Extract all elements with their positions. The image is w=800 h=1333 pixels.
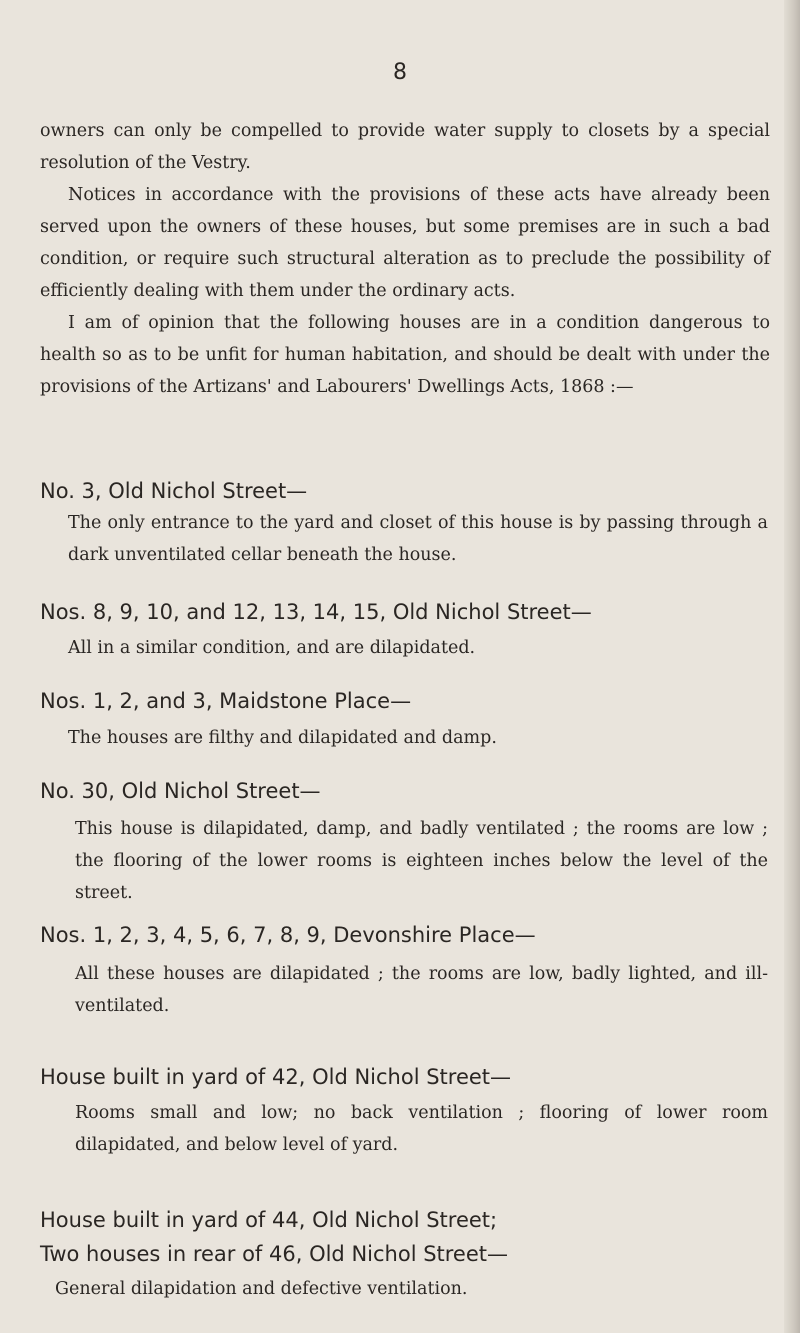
entry-body-7: General dilapidation and defective ventilation. — [55, 1279, 468, 1299]
entry-body-1: The only entrance to the yard and closet of this house is by passing through a dark unventilated cellar beneath the house. — [68, 513, 768, 565]
entry-heading-6: House built in yard of 42, Old Nichol Street— — [40, 1065, 512, 1089]
entry-body-3: The houses are filthy and dilapidated and damp. — [68, 728, 497, 748]
entry-heading-5: Nos. 1, 2, 3, 4, 5, 6, 7, 8, 9, Devonshire Place— — [40, 923, 536, 947]
intro-text — [40, 115, 770, 403]
entry-heading-7b: Two houses in rear of 46, Old Nichol Street— — [40, 1242, 509, 1266]
entry-heading-3: Nos. 1, 2, and 3, Maidstone Place— — [40, 689, 412, 713]
intro-paragraph-3: I am of opinion that the following houses are in a condition dangerous to health so as to be unfit for human habitation, and should be dealt with under the provisions of the Artizans' and Labourers' Dwellings Acts, 1868 :— — [40, 313, 770, 397]
page-number: 8 — [393, 60, 407, 85]
page-edge-shadow — [784, 0, 800, 1333]
entry-heading-1: No. 3, Old Nichol Street— — [40, 479, 308, 503]
intro-paragraph-1: owners can only be compelled to provide water supply to closets by a special resolution of the Vestry. — [40, 121, 770, 173]
entry-body-5: All these houses are dilapidated ; the rooms are low, badly lighted, and ill-ventilated. — [75, 964, 768, 1016]
entry-heading-4: No. 30, Old Nichol Street— — [40, 779, 321, 803]
intro-paragraph-2: Notices in accordance with the provisions of these acts have already been served upon the owners of these houses, but some premises are in such a bad condition, or require such structural alteration as to preclude the possibility of efficiently dealing with them under the ordinary acts. — [40, 185, 770, 301]
entry-body-6: Rooms small and low; no back ventilation ; flooring of lower room dilapidated, and below level of yard. — [75, 1103, 768, 1155]
entry-body-4: This house is dilapidated, damp, and badly ventilated ; the rooms are low ; the flooring of the lower rooms is eighteen inches below the level of the street. — [75, 819, 768, 903]
entry-body-2: All in a similar condition, and are dilapidated. — [68, 638, 476, 658]
entry-heading-7: House built in yard of 44, Old Nichol Street; — [40, 1208, 498, 1232]
entry-heading-2: Nos. 8, 9, 10, and 12, 13, 14, 15, Old Nichol Street— — [40, 600, 592, 624]
